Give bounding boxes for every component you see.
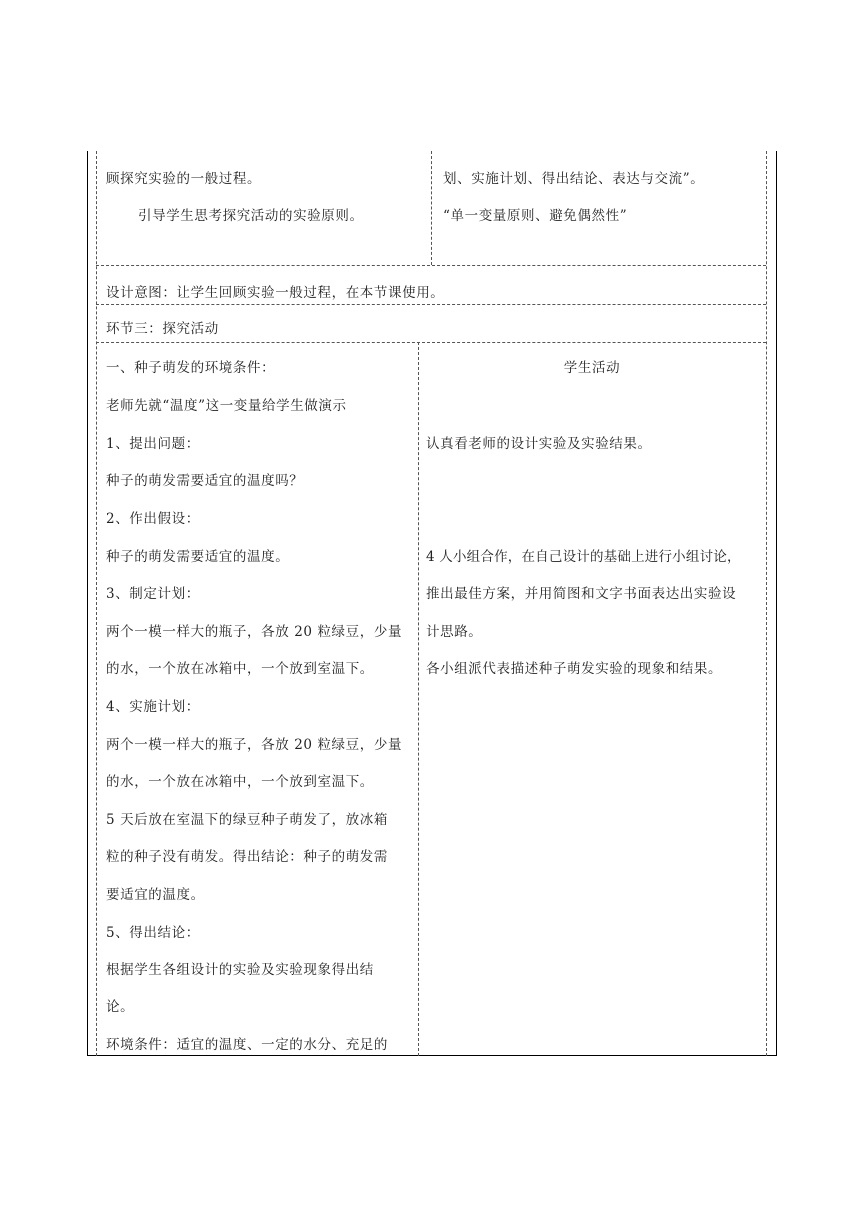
right-line-1: 认真看老师的设计实验及实验结果。 [426, 436, 652, 452]
left-line-1: 一、种子萌发的环境条件： [106, 360, 276, 376]
left-line-4: 种子的萌发需要适宜的温度吗？ [106, 473, 304, 489]
inner-border-left [96, 151, 97, 1056]
left-line-11: 两个一模一样大的瓶子，各放 20 粒绿豆，少量 [106, 737, 403, 753]
left-line-2: 老师先就“温度”这一变量给学生做演示 [106, 398, 347, 414]
left-line-17: 根据学生各组设计的实验及实验现象得出结 [106, 962, 374, 978]
inner-border-right [766, 151, 767, 1056]
left-line-3: 1、提出问题： [106, 436, 200, 452]
left-line-13: 5 天后放在室温下的绿豆种子萌发了，放冰箱 [106, 812, 388, 828]
left-line-7: 3、制定计划： [106, 586, 200, 602]
row4-column-divider [418, 342, 419, 1056]
right-line-4: 计思路。 [426, 624, 483, 640]
row1-right-line-1: 划、实施计划、得出结论、表达与交流”。 [443, 171, 705, 187]
left-line-14: 粒的种子没有萌发。得出结论：种子的萌发需 [106, 849, 388, 865]
right-line-5: 各小组派代表描述种子萌发实验的现象和结果。 [426, 661, 723, 677]
left-line-19: 环境条件：适宜的温度、一定的水分、充足的 [106, 1037, 388, 1053]
left-line-6: 种子的萌发需要适宜的温度。 [106, 549, 290, 565]
section-title: 环节三：探究活动 [106, 321, 219, 337]
table-border-left [87, 151, 88, 1056]
left-line-12: 的水，一个放在冰箱中，一个放到室温下。 [106, 774, 374, 790]
divider-row3 [96, 342, 766, 343]
design-intent: 设计意图：让学生回顾实验一般过程，在本节课使用。 [106, 285, 445, 301]
left-line-15: 要适宜的温度。 [106, 887, 205, 903]
left-line-5: 2、作出假设： [106, 511, 200, 527]
row1-left-line-2: 引导学生思考探究活动的实验原则。 [138, 208, 364, 224]
left-line-16: 5、得出结论： [106, 925, 200, 941]
left-line-18: 论。 [106, 999, 135, 1015]
table-border-right [776, 151, 777, 1056]
right-line-3: 推出最佳方案，并用简图和文字书面表达出实验设 [426, 586, 737, 602]
left-line-9: 的水，一个放在冰箱中，一个放到室温下。 [106, 661, 374, 677]
row1-left-line-1: 顾探究实验的一般过程。 [106, 171, 262, 187]
student-activity-header: 学生活动 [563, 360, 621, 376]
left-line-8: 两个一模一样大的瓶子，各放 20 粒绿豆，少量 [106, 624, 403, 640]
right-line-2: 4 人小组合作，在自己设计的基础上进行小组讨论， [426, 549, 741, 565]
left-line-10: 4、实施计划： [106, 699, 200, 715]
divider-row2 [96, 304, 766, 305]
row1-right-line-2: “单一变量原则、避免偶然性” [443, 208, 628, 224]
row1-column-divider [431, 151, 432, 265]
table-border-bottom [87, 1055, 777, 1056]
divider-row1 [96, 265, 766, 266]
